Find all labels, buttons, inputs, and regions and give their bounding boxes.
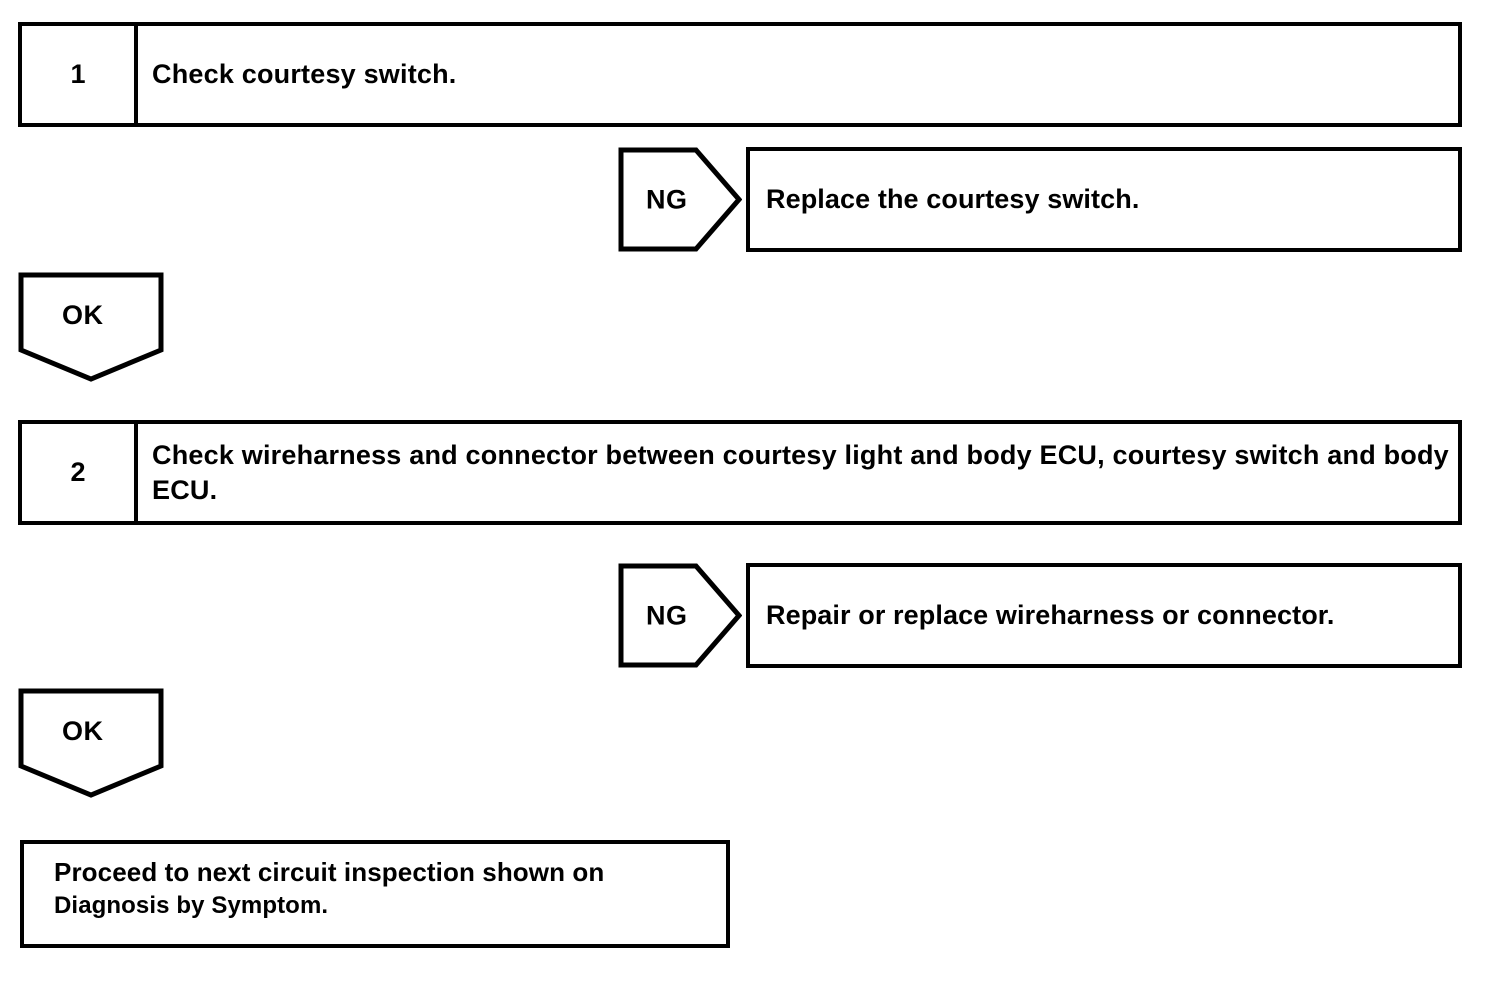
step-1-text: Check courtesy switch. bbox=[152, 59, 457, 90]
flowchart-step-1 bbox=[18, 22, 1462, 127]
step-1-number: 1 bbox=[22, 26, 138, 123]
ng-label-1: NG bbox=[646, 184, 688, 214]
ok-arrow-2-icon bbox=[18, 688, 164, 798]
ok-label-2: OK bbox=[62, 716, 104, 746]
ng-result-1: Replace the courtesy switch. bbox=[746, 147, 1462, 252]
step-2-number: 2 bbox=[22, 424, 138, 521]
ng-arrow-1-icon bbox=[618, 147, 742, 252]
ng-result-2: Repair or replace wireharness or connector. bbox=[746, 563, 1462, 668]
final-instruction-line-1: Proceed to next circuit inspection shown on bbox=[54, 857, 605, 887]
ng-label-2: NG bbox=[646, 600, 688, 630]
final-instruction-line-2: Diagnosis by Symptom. bbox=[54, 891, 329, 919]
step-2-text: Check wireharness and connector between courtesy light and body ECU, courtesy switch and body ECU. bbox=[152, 439, 1449, 505]
final-instruction-box bbox=[20, 840, 730, 948]
ok-label-1: OK bbox=[62, 300, 104, 330]
ok-arrow-1-icon bbox=[18, 272, 164, 382]
flowchart-step-2 bbox=[18, 420, 1462, 525]
ng-arrow-2-icon bbox=[618, 563, 742, 668]
